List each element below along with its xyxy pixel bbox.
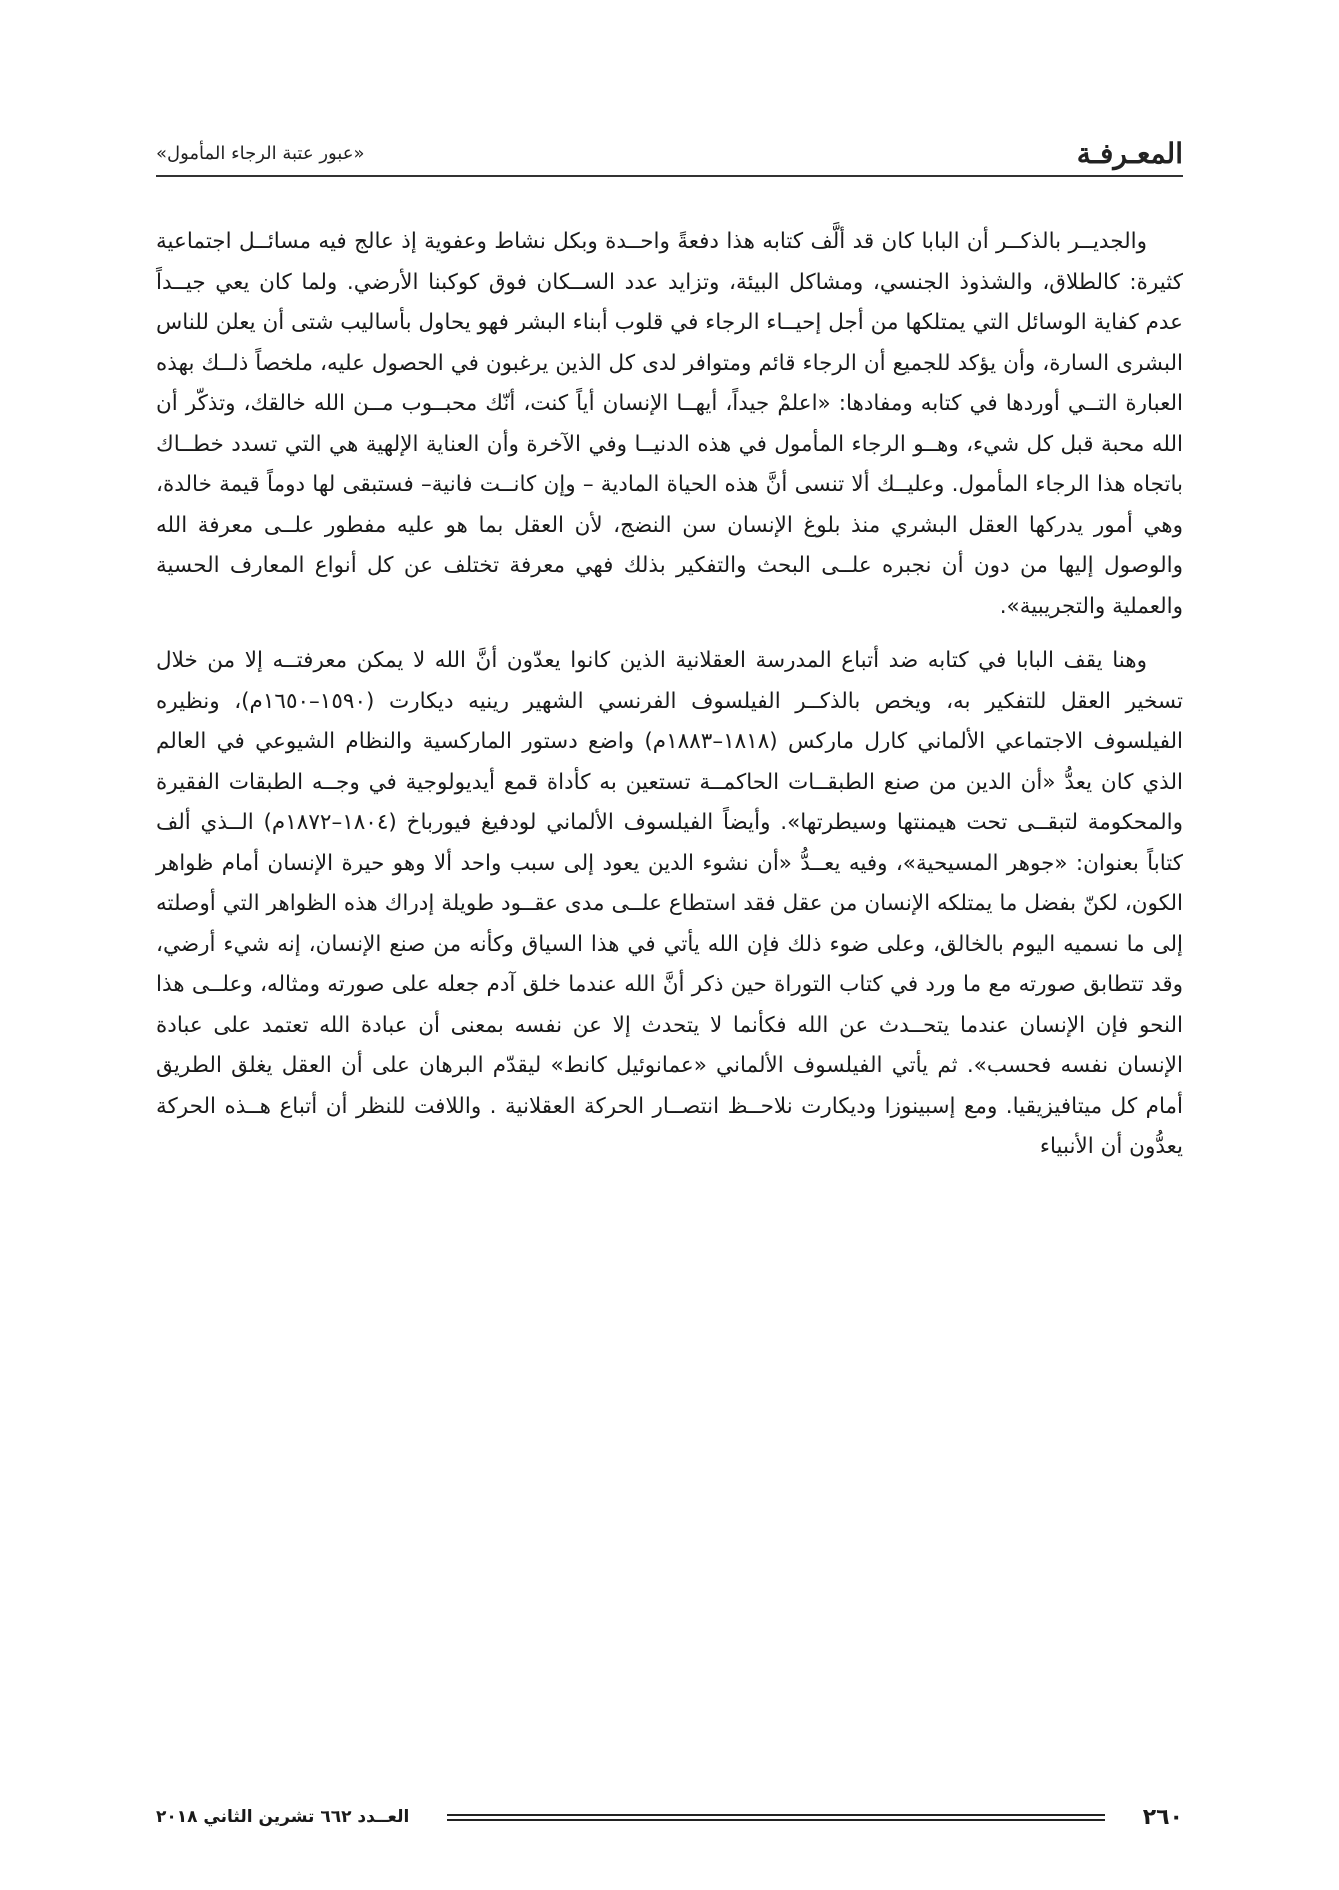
- header-divider: [156, 175, 1183, 177]
- paragraph: والجديــر بالذكــر أن البابا كان قد ألَّف كتابه هذا دفعةً واحــدة وبكل نشاط وعفوية إذ عالج فيه مسائــل اجتماعية كثيرة: كالطلاق، والشذوذ الجنسي، ومشاكل البيئة، وتزايد عدد الســكان فوق كوكبنا الأرضي. ولما كان يعي جيــداً عدم كفاية الوسائل التي يمتلكها من أجل إحيــاء الرجاء في قلوب أبناء البشر فهو يحاول بأساليب شتى أن يعلن للناس البشرى السارة، وأن يؤكد للجميع أن الرجاء قائم ومتوافر لدى كل الذين يرغبون في الحصول عليه، ملخصاً ذلــك بهذه العبارة التــي أوردها في كتابه ومفادها: «اعلمْ جيداً، أيهــا الإنسان أياً كنت، أنّك محبــوب مــن الله خالقك، وتذكّر أن الله محبة قبل كل شيء، وهــو الرجاء المأمول في هذه الدنيــا وفي الآخرة وأن العناية الإلهية هي التي تسدد خطــاك باتجاه هذا الرجاء المأمول. وعليــك ألا تنسى أنَّ هذه الحياة المادية – وإن كانــت فانية– فستبقى لها دوماً قيمة خالدة، وهي أمور يدركها العقل البشري منذ بلوغ الإنسان سن النضج، لأن العقل بما هو عليه مفطور علــى معرفة الله والوصول إليها من دون أن نجبره علــى البحث والتفكير بذلك فهي معرفة تختلف عن كل أنواع المعارف الحسية والعملية والتجريبية».: [155, 229, 1183, 619]
- magazine-logo: المعـرفـة: [1076, 136, 1183, 170]
- paragraph: وهنا يقف البابا في كتابه ضد أتباع المدرسة العقلانية الذين كانوا يعدّون أنَّ الله لا يمكن معرفتــه إلا من خلال تسخير العقل للتفكير به، ويخص بالذكــر الفيلسوف الفرنسي الشهير رينيه ديكارت (١٥٩٠–١٦٥٠م)، ونظيره الفيلسوف الاجتماعي الألماني كارل ماركس (١٨١٨–١٨٨٣م) واضع دستور الماركسية والنظام الشيوعي في العالم الذي كان يعدُّ «أن الدين من صنع الطبقــات الحاكمــة تستعين به كأداة قمع أيديولوجية في وجــه الطبقات الفقيرة والمحكومة لتبقــى تحت هيمنتها وسيطرتها». وأيضاً الفيلسوف الألماني لودفيغ فيورباخ (١٨٠٤–١٨٧٢م) الــذي ألف كتاباً بعنوان: «جوهر المسيحية»، وفيه يعــدُّ «أن نشوء الدين يعود إلى سبب واحد ألا وهو حيرة الإنسان أمام ظواهر الكون، لكنّ بفضل ما يمتلكه الإنسان من عقل فقد استطاع علــى مدى عقــود طويلة إدراك هذه الظواهر التي أوصلته إلى ما نسميه اليوم بالخالق، وعلى ضوء ذلك فإن الله يأتي في هذا السياق وكأنه من صنع الإنسان، إنه شيء أرضي، وقد تتطابق صورته مع ما ورد في كتاب التوراة حين ذكر أنَّ الله عندما خلق آدم جعله على صورته ومثاله، وعلــى هذا النحو فإن الإنسان عندما يتحــدث عن الله فكأنما لا يتحدث إلا عن نفسه بمعنى أن عبادة الله تعتمد على عبادة الإنسان نفسه فحسب». ثم يأتي الفيلسوف الألماني «عمانوئيل كانط» ليقدّم البرهان على أن العقل يغلق الطريق أمام كل ميتافيزيقيا. ومع إسبينوزا وديكارت نلاحــظ انتصــار الحركة العقلانية . واللافت للنظر أن أتباع هــذه الحركة يعدُّون أن الأنبياء: [156, 648, 1183, 1159]
- issue-info: العــدد ٦٦٢ تشرين الثاني ٢٠١٨: [156, 1807, 410, 1827]
- page-number: ٢٦٠: [1142, 1804, 1183, 1830]
- running-title: «عبور عتبة الرجاء المأمول»: [156, 142, 365, 164]
- footer-divider: [447, 1814, 1104, 1821]
- page-footer: [156, 1802, 1183, 1832]
- page-header: [156, 136, 1183, 170]
- article-body: [156, 222, 1183, 1168]
